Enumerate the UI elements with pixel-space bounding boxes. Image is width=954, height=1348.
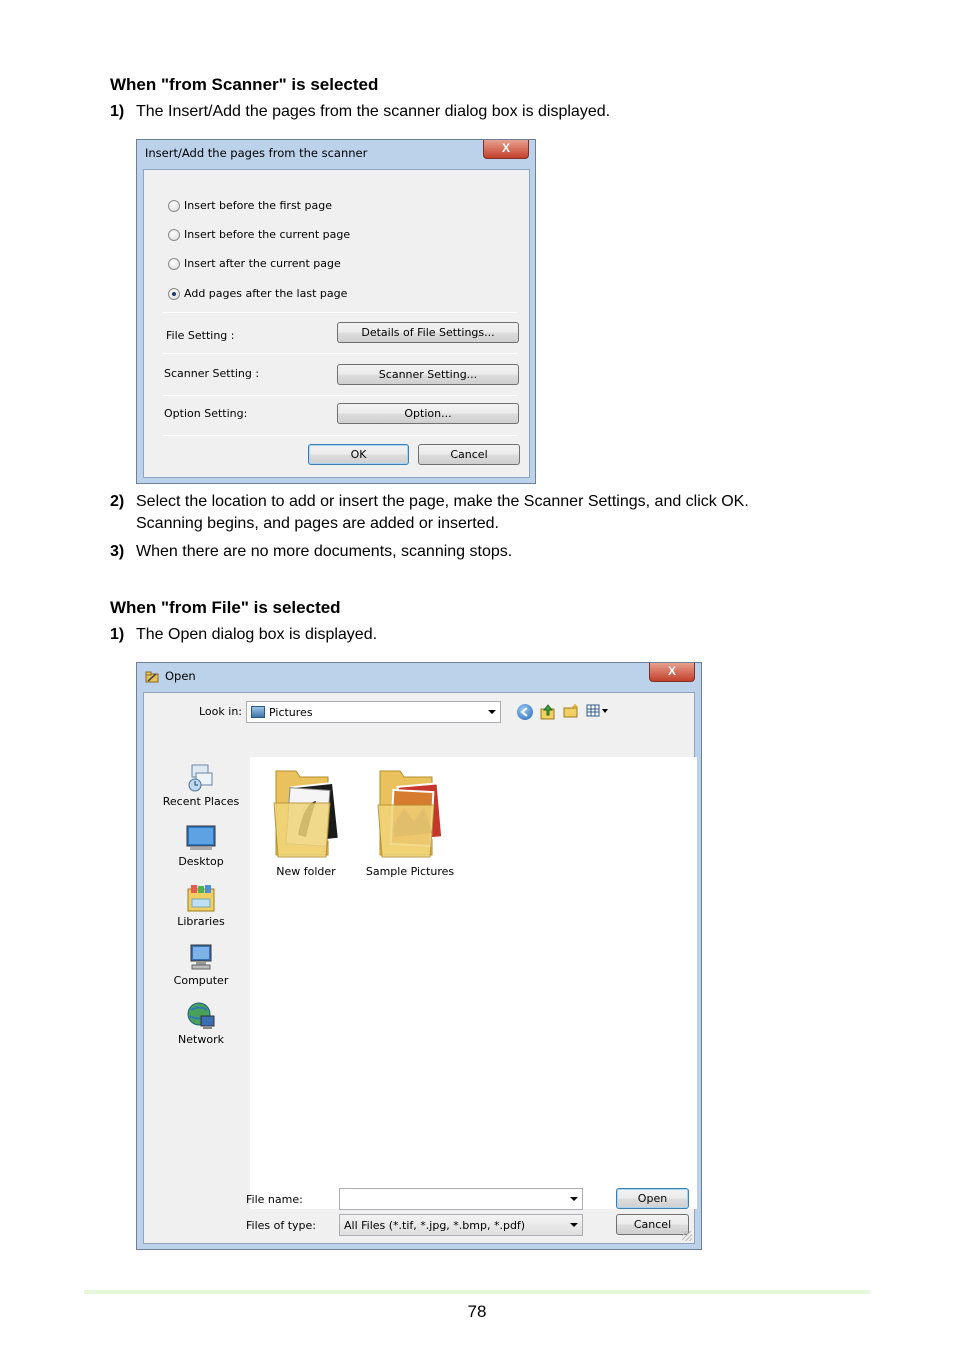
open-dialog: [136, 662, 702, 1250]
computer-icon: [186, 942, 216, 972]
folder-icon: [270, 763, 342, 861]
place-computer[interactable]: [152, 942, 250, 987]
radio-insert-before-first[interactable]: [168, 199, 332, 212]
dialog-client-area: [143, 169, 530, 478]
chevron-down-icon[interactable]: [488, 710, 496, 714]
folder-icon: [374, 763, 446, 861]
insert-add-pages-dialog: [136, 139, 536, 484]
view-menu-icon[interactable]: [586, 703, 610, 719]
separator: [162, 435, 517, 436]
chevron-down-icon[interactable]: [570, 1223, 578, 1227]
file-setting-label: File Setting :: [166, 329, 235, 342]
footer-rule: [84, 1290, 870, 1294]
place-recent-places[interactable]: [152, 763, 250, 808]
step-text: The Insert/Add the pages from the scanner dialog box is displayed.: [136, 103, 611, 120]
cancel-button[interactable]: Cancel: [418, 444, 520, 465]
places-bar: [152, 757, 250, 1210]
radio-label: Add pages after the last page: [184, 287, 348, 300]
look-in-combo[interactable]: [246, 701, 501, 723]
look-in-label: Look in:: [199, 705, 242, 718]
radio-button[interactable]: [168, 258, 180, 270]
step-text-line1: Select the location to add or insert the page, make the Scanner Settings, and click OK.: [136, 493, 749, 510]
section-heading-scanner: When "from Scanner" is selected: [110, 75, 379, 94]
section-heading-file: When "from File" is selected: [110, 598, 341, 617]
step-text: When there are no more documents, scanning stops.: [136, 543, 513, 560]
step-number: 2): [110, 493, 125, 510]
dialog-title: Insert/Add the pages from the scanner: [145, 146, 368, 160]
radio-add-after-last[interactable]: [168, 287, 347, 300]
place-libraries[interactable]: [152, 883, 250, 928]
radio-label: Insert before the current page: [184, 228, 351, 241]
close-button[interactable]: X: [649, 663, 695, 682]
place-label: Recent Places: [162, 795, 240, 808]
step-number: 3): [110, 543, 125, 560]
libraries-icon: [186, 883, 216, 913]
radio-button[interactable]: [168, 200, 180, 212]
place-desktop[interactable]: [152, 823, 250, 868]
radio-button-selected[interactable]: [168, 288, 180, 300]
separator: [162, 353, 517, 354]
file-list-area[interactable]: [250, 757, 697, 1209]
step-text-line2: Scanning begins, and pages are added or inserted.: [136, 515, 499, 532]
folder-sample-pictures[interactable]: [360, 763, 460, 878]
radio-label: Insert after the current page: [184, 257, 341, 270]
folder-label: New folder: [276, 865, 336, 878]
radio-insert-before-current[interactable]: [168, 228, 350, 241]
folder-label: Sample Pictures: [365, 865, 455, 878]
files-of-type-label: Files of type:: [246, 1219, 317, 1232]
chevron-down-icon[interactable]: [570, 1197, 578, 1201]
resize-grip[interactable]: [682, 1231, 692, 1241]
open-button[interactable]: Open: [616, 1188, 689, 1209]
page-number: 78: [467, 1302, 487, 1321]
file-name-input[interactable]: [339, 1188, 583, 1210]
network-icon: [186, 1001, 216, 1031]
dialog-title: Open: [165, 669, 196, 683]
place-label: Desktop: [178, 855, 224, 868]
files-of-type-select[interactable]: [339, 1214, 583, 1236]
option-setting-label: Option Setting:: [164, 407, 248, 420]
place-label: Computer: [173, 974, 229, 987]
new-folder-icon[interactable]: [563, 703, 579, 719]
folder-new-folder[interactable]: [256, 763, 356, 878]
place-label: Libraries: [177, 915, 225, 928]
step-number: 1): [110, 626, 125, 643]
details-of-file-settings-button[interactable]: Details of File Settings...: [337, 322, 519, 343]
separator: [162, 395, 517, 396]
open-dialog-icon: [145, 670, 159, 682]
radio-label: Insert before the first page: [184, 199, 332, 212]
radio-insert-after-current[interactable]: [168, 257, 341, 270]
scanner-setting-button[interactable]: Scanner Setting...: [337, 364, 519, 385]
step-text: The Open dialog box is displayed.: [136, 626, 378, 643]
step-number: 1): [110, 103, 125, 120]
cancel-button[interactable]: Cancel: [616, 1214, 689, 1235]
back-icon[interactable]: [517, 704, 533, 720]
look-in-value: Pictures: [269, 706, 313, 719]
radio-button[interactable]: [168, 229, 180, 241]
scanner-setting-label: Scanner Setting :: [164, 367, 260, 380]
files-of-type-value: All Files (*.tif, *.jpg, *.bmp, *.pdf): [344, 1219, 526, 1232]
recent-places-icon: [186, 763, 216, 793]
option-button[interactable]: Option...: [337, 403, 519, 424]
separator: [162, 312, 517, 313]
ok-button[interactable]: OK: [308, 444, 409, 465]
file-name-label: File name:: [246, 1193, 303, 1206]
pictures-library-icon: [251, 706, 265, 718]
up-folder-icon[interactable]: [540, 703, 556, 720]
desktop-icon: [186, 823, 216, 853]
dialog-client-area: [143, 692, 695, 1244]
place-network[interactable]: [152, 1001, 250, 1046]
close-button[interactable]: X: [483, 140, 529, 159]
place-label: Network: [178, 1033, 224, 1046]
